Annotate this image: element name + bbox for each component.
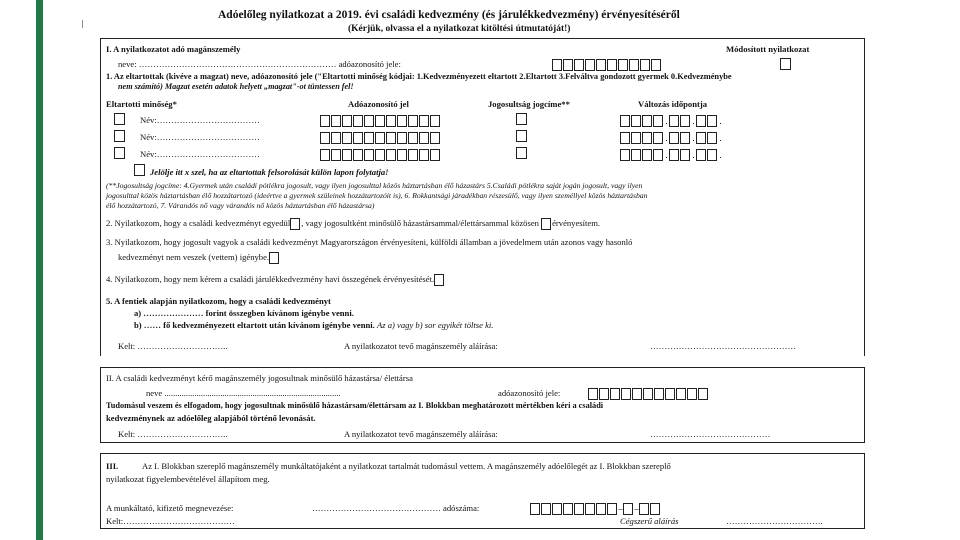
tax-form-document bbox=[90, 0, 875, 540]
continue-note: Jelölje itt x szel, ha az eltartottak felsorolását külön lapon folytatja! bbox=[150, 167, 389, 177]
question-3-line-2 bbox=[118, 251, 280, 264]
section-2-heading: II. A családi kedvezményt kérő magánszemély jogosultnak minősülő házastársa/ élettársa bbox=[106, 373, 413, 383]
col-header-adoazonosito: Adóazonosító jel bbox=[348, 99, 409, 109]
employer-name-line[interactable]: ……………………………………… adószáma: bbox=[312, 503, 480, 513]
minoseg-checkbox[interactable] bbox=[114, 130, 125, 142]
alone-checkbox[interactable] bbox=[290, 218, 300, 230]
modified-declaration-label: Módosított nyilatkozat bbox=[726, 44, 810, 54]
section-3-heading: III. bbox=[106, 461, 119, 471]
spouse-date-field[interactable]: Kelt: ………………………….. bbox=[118, 429, 228, 439]
change-date-boxes[interactable]: . . . bbox=[620, 129, 723, 147]
option-hint: Az a) vagy b) sor egyikét töltse ki. bbox=[377, 320, 494, 330]
option-b-text[interactable]: b) …… fő kedvezményezett eltartott után kívánom igénybe venni. bbox=[134, 320, 375, 330]
section-2-text-1: Tudomásul veszem és elfogadom, hogy jogosultnak minősülő házastársam/élettársam az I. Blokkban meghatározott mértékben kéri a családi bbox=[106, 401, 604, 410]
minoseg-checkbox[interactable] bbox=[114, 147, 125, 159]
col-header-valtozas: Változás időpontja bbox=[638, 99, 707, 109]
slide-tick-mark bbox=[82, 20, 83, 28]
name-line: neve: …………………………………………………………… adóazonosító jele: bbox=[118, 59, 401, 69]
section-1-heading: I. A nyilatkozatot adó magánszemély bbox=[106, 44, 241, 54]
employer-name-label: A munkáltató, kifizető megnevezése: bbox=[106, 503, 234, 513]
spouse-tax-id-boxes[interactable] bbox=[588, 385, 709, 403]
question-3-checkbox[interactable] bbox=[269, 252, 279, 264]
option-b-line bbox=[134, 320, 493, 330]
section-3-text-2: nyilatkozat figyelembevételével állapítom meg. bbox=[106, 474, 270, 484]
spouse-signature-line[interactable]: …………………………………… bbox=[650, 429, 771, 439]
company-signature-line[interactable]: ……………………………. bbox=[726, 516, 823, 526]
change-date-boxes[interactable]: . . . bbox=[620, 112, 723, 130]
dependant-tax-id-boxes[interactable] bbox=[320, 112, 441, 130]
minoseg-checkbox[interactable] bbox=[114, 113, 125, 125]
employer-date-field[interactable]: Kelt:………………………………… bbox=[106, 516, 235, 526]
dependant-tax-id-boxes[interactable] bbox=[320, 146, 441, 164]
col-header-jogosultsag: Jogosultság jogcíme** bbox=[488, 99, 570, 109]
question-4-checkbox[interactable] bbox=[434, 274, 444, 286]
dependant-name-field[interactable]: Név:……………………………… bbox=[140, 149, 260, 159]
question-2-text-b: , vagy jogosultként minősülő házastársammal/élettársammal közösen bbox=[301, 218, 539, 228]
spouse-tax-id-label: adóazonosító jele: bbox=[498, 388, 561, 398]
footnote-line-1: (**Jogosultság jogcíme: 4.Gyermek után családi pótlékra jogosult, vagy ilyen jogosulttal közös háztartásban élő házastárs 5.Családi pótlékra saját jogán jogosult, vagy ilyen bbox=[106, 181, 643, 190]
date-field[interactable]: Kelt: ………………………….. bbox=[118, 341, 228, 351]
change-date-boxes[interactable]: . . . bbox=[620, 146, 723, 164]
question-1-text: 1. Az eltartottak (kivéve a magzat) neve, adóazonosító jele ("Eltartotti minőség kódjai: 1.Kedvezményezett eltartott 2.Eltartott 3.Felváltva gondozott gyermek 0.Kedvezménybe bbox=[106, 72, 732, 81]
spouse-name-line[interactable]: neve .................................................................................. bbox=[146, 388, 341, 398]
signature-label: A nyilatkozatot tevő magánszemély aláírása: bbox=[344, 341, 498, 351]
form-subtitle: (Kérjük, olvassa el a nyilatkozat kitöltési útmutatóját!) bbox=[348, 24, 571, 34]
question-2 bbox=[106, 217, 600, 230]
section-2-text-2: kedvezménynek az adóelőleg alapjából történő levonását. bbox=[106, 413, 316, 423]
question-4 bbox=[106, 273, 445, 286]
question-3-text: 3. Nyilatkozom, hogy jogosult vagyok a családi kedvezményt Magyarországon érvényesíteni, külföldi államban a jövedelmem után azonos vagy hasonló bbox=[106, 237, 633, 247]
question-2-text-a: 2. Nyilatkozom, hogy a családi kedvezményt egyedül bbox=[106, 218, 291, 228]
footnote-line-3: élő hozzátartozó, 7. Várandós nő vagy várandós nő közös háztartásban élő házastársa) bbox=[106, 201, 375, 210]
question-1-note: nem számító) Magzat esetén adatok helyett „magzat"-ot tüntessen fel! bbox=[118, 82, 354, 91]
jogosultsag-checkbox[interactable] bbox=[516, 113, 527, 125]
question-4-text: 4. Nyilatkozom, hogy nem kérem a családi járulékkedvezmény havi összegének érvényesítését. bbox=[106, 274, 435, 284]
dependant-name-field[interactable]: Név:……………………………… bbox=[140, 132, 260, 142]
question-5-text: 5. A fentiek alapján nyilatkozom, hogy a családi kedvezményt bbox=[106, 296, 331, 306]
form-title: Adóelőleg nyilatkozat a 2019. évi családi kedvezmény (és járulékkedvezmény) érvényesítéséről bbox=[218, 9, 680, 21]
jogosultsag-checkbox[interactable] bbox=[516, 147, 527, 159]
dependant-tax-id-boxes[interactable] bbox=[320, 129, 441, 147]
company-signature-label: Cégszerű aláírás bbox=[620, 516, 679, 526]
employer-tax-number-boxes[interactable]: – – bbox=[530, 500, 661, 518]
slide-accent-bar bbox=[36, 0, 43, 540]
option-a-line[interactable]: a) ………………… forint összegben kívánom igénybe venni. bbox=[134, 308, 354, 318]
question-3-text-b: kedvezményt nem veszek (vettem) igénybe. bbox=[118, 252, 270, 262]
dependant-name-field[interactable]: Név:……………………………… bbox=[140, 115, 260, 125]
jogosultsag-checkbox[interactable] bbox=[516, 130, 527, 142]
signature-line[interactable]: …………………………………………… bbox=[650, 341, 797, 351]
spouse-signature-label: A nyilatkozatot tevő magánszemély aláírása: bbox=[344, 429, 498, 439]
jointly-checkbox[interactable] bbox=[541, 218, 551, 230]
footnote-line-2: jogosulttal közös háztartásban élő hozzátartozó (ideértve a gyermek szüleinek hozzátartozóit is), 6. Rokkantsági járadékban részesülő, vagy ilyen személlyel közös háztartásban bbox=[106, 191, 648, 200]
modified-declaration-checkbox[interactable] bbox=[780, 58, 791, 70]
section-3-text-1: Az I. Blokkban szereplő magánszemély munkáltatójaként a nyilatkozat tartalmát tudomásul vettem. A magánszemély adóelőlegét az I. Blokkban szereplő bbox=[142, 461, 671, 471]
continue-on-sheet-checkbox[interactable] bbox=[134, 164, 145, 176]
question-2-text-c: érvényesítem. bbox=[552, 218, 601, 228]
col-header-minoseg: Eltartotti minőség* bbox=[106, 99, 177, 109]
